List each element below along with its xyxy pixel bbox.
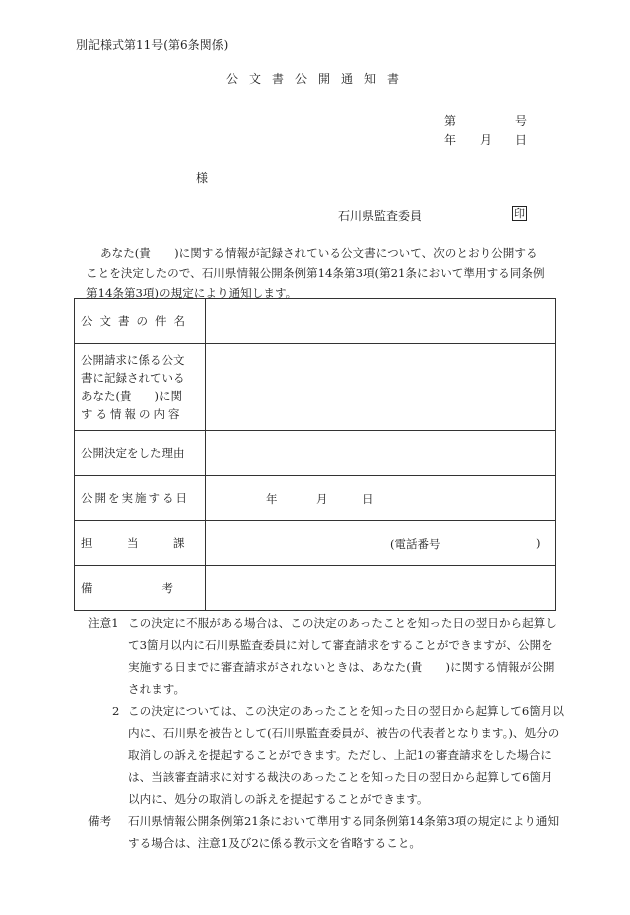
label-contact: 担 当 課 bbox=[75, 521, 206, 566]
seal-mark bbox=[512, 206, 527, 221]
row-date bbox=[75, 476, 556, 521]
label-date: 公開を実施する日 bbox=[75, 476, 206, 521]
note-2-text: この決定については、この決定のあったことを知った日の翌日から起算して6箇月以内に、石川県を被告として(石川県監査委員が、被告の代表者となります。)、処分の取消しの訴えを提起することができます。ただし、上記1の審査請求をした場合には、当該審査請求に対する裁決のあったことを知った日の翌日から起算して6箇月以内に、処分の取消しの訴えを提起することができます。 bbox=[128, 704, 564, 806]
phone-close: ) bbox=[536, 536, 541, 550]
value-date[interactable] bbox=[206, 476, 556, 521]
value-remarks[interactable] bbox=[206, 566, 556, 611]
remark-head: 備考 bbox=[88, 814, 112, 828]
info-label-line-1: 公開請求に係る公文 bbox=[81, 353, 185, 367]
form-reference: 別記様式第11号(第6条関係) bbox=[76, 38, 229, 52]
remark-text: 石川県情報公開条例第21条において準用する同条例第14条第3項の規定により通知する場合は、注意1及び2に係る教示文を省略すること。 bbox=[128, 814, 560, 850]
notice-table bbox=[74, 298, 556, 611]
info-label-line-2: 書に記録されている bbox=[81, 371, 185, 385]
note-2-head: 2 bbox=[112, 704, 120, 718]
doc-name-label: 公文書の件名 bbox=[81, 314, 192, 328]
row-info-content bbox=[75, 344, 556, 431]
date-year: 年 bbox=[444, 133, 457, 147]
label-doc-name bbox=[75, 299, 206, 344]
date-value-day: 日 bbox=[362, 492, 374, 506]
value-reason[interactable] bbox=[206, 431, 556, 476]
notes-section bbox=[74, 612, 564, 854]
intro-line-3: 第14条第3項)の規定により通知します。 bbox=[86, 286, 298, 300]
intro-line-1: あなた(貴 )に関する情報が記録されている公文書について、次のとおり公開する bbox=[100, 246, 538, 260]
date-value-month: 月 bbox=[316, 492, 328, 506]
intro-paragraph bbox=[86, 243, 556, 303]
doc-number-suffix: 号 bbox=[515, 114, 528, 128]
document-title: 公文書公開通知書 bbox=[226, 72, 411, 86]
row-remarks bbox=[75, 566, 556, 611]
info-label-line-3: あなた(貴 )に関 bbox=[81, 389, 182, 403]
note-1 bbox=[74, 612, 564, 700]
label-doc-name-text bbox=[81, 313, 201, 329]
remark-note bbox=[74, 810, 564, 854]
info-label-line-4: する情報の内容 bbox=[81, 407, 183, 421]
note-1-head: 注意1 bbox=[88, 616, 119, 630]
value-doc-name[interactable] bbox=[206, 299, 556, 344]
row-doc-name bbox=[75, 299, 556, 344]
label-reason: 公開決定をした理由 bbox=[75, 431, 206, 476]
label-remarks: 備 考 bbox=[75, 566, 206, 611]
row-reason bbox=[75, 431, 556, 476]
addressee-suffix: 様 bbox=[196, 171, 209, 185]
note-1-text: この決定に不服がある場合は、この決定のあったことを知った日の翌日から起算して3箇月以内に石川県監査委員に対して審査請求をすることができますが、公開を実施する日までに審査請求がされないときは、あなた(貴 )に関する情報が公開されます。 bbox=[128, 616, 557, 696]
phone-label: (電話番号 bbox=[390, 537, 441, 551]
date-value-year: 年 bbox=[266, 492, 278, 506]
value-contact[interactable] bbox=[206, 521, 556, 566]
date-day: 日 bbox=[515, 133, 528, 147]
doc-number-prefix: 第 bbox=[444, 114, 457, 128]
note-2 bbox=[74, 700, 564, 810]
row-contact bbox=[75, 521, 556, 566]
seal-icon: 印 bbox=[514, 207, 525, 220]
label-info-content bbox=[75, 344, 206, 431]
date-month: 月 bbox=[480, 133, 493, 147]
value-info-content[interactable] bbox=[206, 344, 556, 431]
intro-line-2: ことを決定したので、石川県情報公開条例第14条第3項(第21条において準用する同条例 bbox=[86, 266, 545, 280]
issuer-name: 石川県監査委員 bbox=[338, 209, 423, 223]
